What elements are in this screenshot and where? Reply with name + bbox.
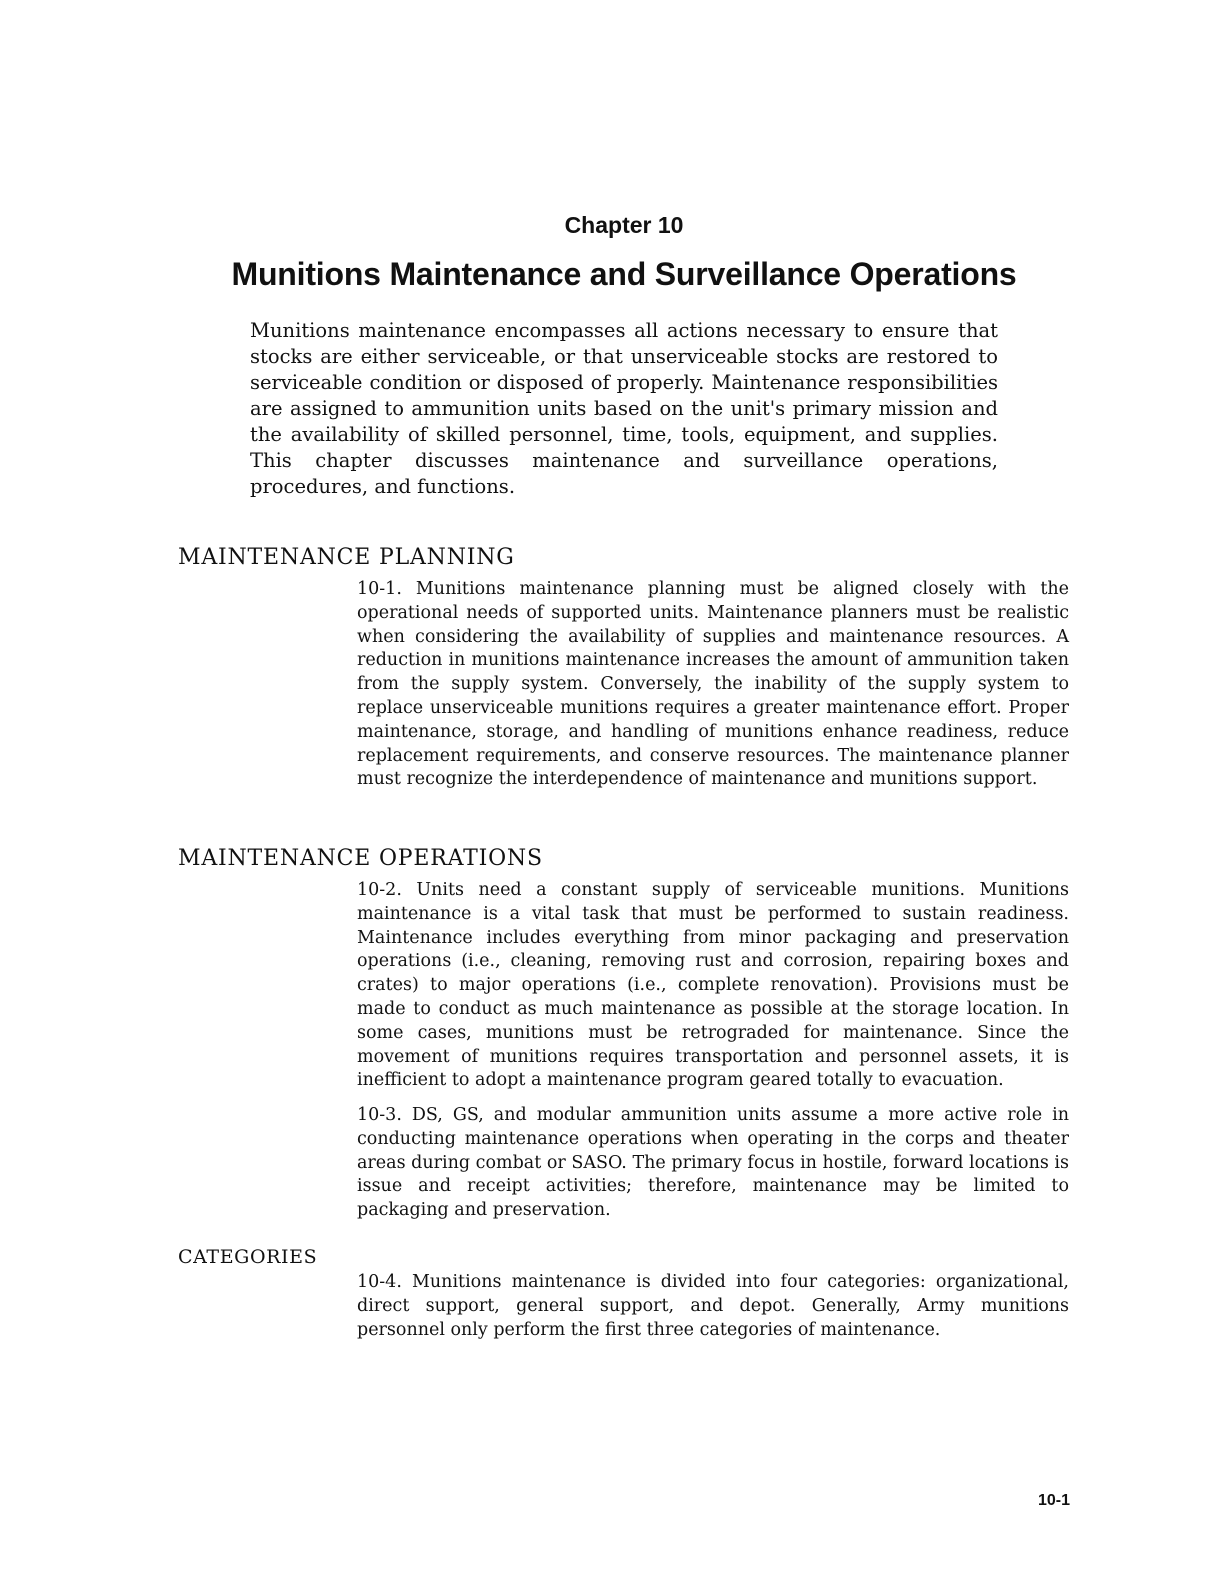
section-heading-maintenance-planning: MAINTENANCE PLANNING [178,545,515,570]
section-heading-maintenance-operations: MAINTENANCE OPERATIONS [178,846,543,871]
chapter-intro: Munitions maintenance encompasses all actions necessary to ensure that stocks are either serviceable, or that unserviceable stocks are restored to serviceable condition or disposed of properly. Maintenance responsibilities are assigned to ammunition units based on the unit's primary mission and the availability of skilled personnel, time, tools, equipment, and supplies. This chapter discusses maintenance and surveillance operations, procedures, and functions. [250,319,998,498]
sub-heading-categories: CATEGORIES [178,1246,318,1268]
paragraph-10-1: 10-1. Munitions maintenance planning must be aligned closely with the operational needs of supported units. Maintenance planners must be realistic when considering the availability of supplies and maintenance resources. A reduction in munitions maintenance increases the amount of ammunition taken from the supply system. Conversely, the inability of the supply system to replace unserviceable munitions requires a greater maintenance effort. Proper maintenance, storage, and handling of munitions enhance readiness, reduce replacement requirements, and conserve resources. The maintenance planner must recognize the interdependence of maintenance and munitions support. [357,579,1069,790]
paragraph-10-3: 10-3. DS, GS, and modular ammunition units assume a more active role in conducting maintenance operations when operating in the corps and theater areas during combat or SASO. The primary focus in hostile, forward locations is issue and receipt activities; therefore, maintenance may be limited to packaging and preservation. [357,1105,1069,1221]
paragraph-10-4: 10-4. Munitions maintenance is divided into four categories: organizational, direct support, general support, and depot. Generally, Army munitions personnel only perform the first three categories of maintenance. [357,1272,1069,1340]
chapter-title: Munitions Maintenance and Surveillance Operations [231,256,1017,292]
page-number: 10-1 [1037,1492,1070,1509]
chapter-label: Chapter 10 [564,212,684,238]
paragraph-10-2: 10-2. Units need a constant supply of serviceable munitions. Munitions maintenance is a vital task that must be performed to sustain readiness. Maintenance includes everything from minor packaging and preservation operations (i.e., cleaning, removing rust and corrosion, repairing boxes and crates) to major operations (i.e., complete renovation). Provisions must be made to conduct as much maintenance as possible at the storage location. In some cases, munitions must be retrograded for maintenance. Since the movement of munitions requires transportation and personnel assets, it is inefficient to adopt a maintenance program geared totally to evacuation. [357,880,1069,1091]
